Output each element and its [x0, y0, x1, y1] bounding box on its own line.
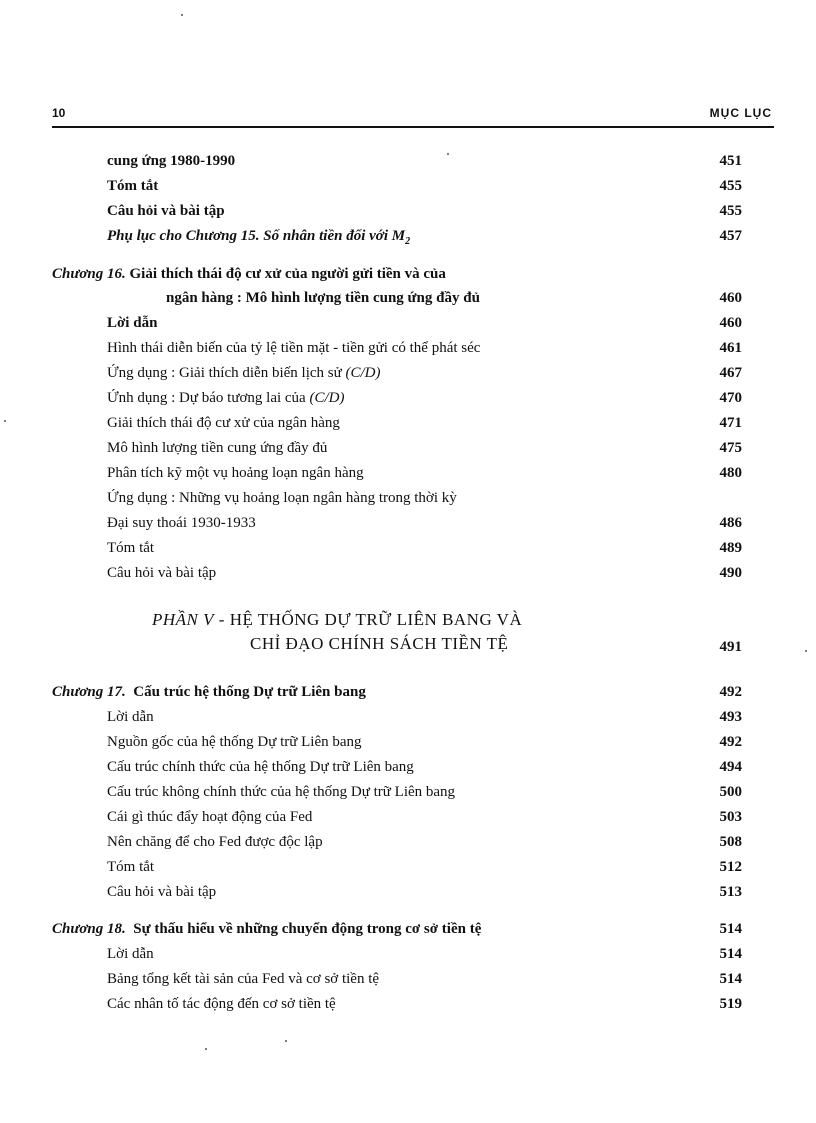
toc-entry-text: Lời dẫn	[107, 946, 154, 962]
toc-entry-text: Câu hỏi và bài tập	[107, 884, 217, 900]
toc-entry-page: 475	[719, 440, 742, 456]
toc-entry	[107, 362, 380, 384]
toc-entry-text: Câu hỏi và bài tập	[107, 565, 217, 581]
header-rule	[52, 126, 774, 128]
toc-entry-text: cung ứng 1980-1990	[107, 153, 236, 169]
toc-entry-page: 503	[719, 809, 742, 825]
toc-entry-text: Nên chăng để cho Fed được độc lập	[107, 834, 323, 850]
chapter-heading	[52, 263, 446, 285]
toc-entry-page: 460	[719, 315, 742, 331]
toc-entry-page: 470	[719, 390, 742, 406]
appendix-title: Phụ lục cho Chương 15. Số nhân tiền đối với M	[107, 228, 406, 244]
toc-entry-page: 455	[719, 178, 742, 194]
toc-entry-appendix	[107, 225, 410, 247]
toc-entry-page: 514	[719, 971, 742, 987]
toc-entry-page: 455	[719, 203, 742, 219]
toc-entry-text: Mô hình lượng tiền cung ứng đầy đủ	[107, 440, 328, 456]
toc-entry-page: 457	[719, 228, 742, 244]
toc-entry-page: 512	[719, 859, 742, 875]
toc-entry-text: Câu hỏi và bài tập	[107, 203, 225, 219]
toc-entry-italic: (C/D)	[345, 365, 381, 381]
toc-entry-page: 508	[719, 834, 742, 850]
toc-entry-page: 451	[719, 153, 742, 169]
toc-entry-page: 519	[719, 996, 742, 1012]
scan-speck	[4, 420, 6, 422]
chapter-label: Chương 18.	[52, 921, 126, 937]
part-page: 491	[719, 639, 742, 655]
toc-entry-text: Đại suy thoái 1930-1933	[107, 515, 256, 531]
scan-speck	[447, 153, 449, 155]
chapter-title-continued: ngân hàng : Mô hình lượng tiền cung ứng đầy đủ	[166, 290, 480, 306]
toc-entry-text: Phân tích kỹ một vụ hoảng loạn ngân hàng	[107, 465, 364, 481]
toc-entry-text: Lời dẫn	[107, 315, 158, 331]
part-label: PHẦN V	[152, 610, 215, 629]
chapter-heading	[52, 681, 366, 703]
chapter-title: Cấu trúc hệ thống Dự trữ Liên bang	[133, 684, 366, 700]
part-heading	[152, 610, 522, 630]
toc-entry-text: Tóm tắt	[107, 178, 159, 194]
toc-entry-text: Ứng dụng : Những vụ hoảng loạn ngân hàng trong thời kỳ	[107, 490, 457, 506]
toc-entry-text: Giải thích thái độ cư xử của ngân hàng	[107, 415, 340, 431]
scan-speck	[805, 650, 807, 652]
chapter-page: 492	[719, 684, 742, 700]
toc-entry-text: Cấu trúc chính thức của hệ thống Dự trữ Liên bang	[107, 759, 414, 775]
scan-speck	[181, 14, 183, 16]
part-title-continued: CHỈ ĐẠO CHÍNH SÁCH TIỀN TỆ	[250, 634, 509, 653]
chapter-label: Chương 17.	[52, 684, 126, 700]
toc-entry-page: 500	[719, 784, 742, 800]
toc-entry-page: 494	[719, 759, 742, 775]
toc-entry	[107, 387, 344, 409]
chapter-heading	[52, 918, 481, 940]
toc-entry-text: Bảng tổng kết tài sản của Fed và cơ sở tiền tệ	[107, 971, 380, 987]
toc-entry-page: 489	[719, 540, 742, 556]
scan-speck	[205, 1048, 207, 1050]
page-number: 10	[52, 106, 66, 120]
appendix-subscript: 2	[405, 236, 411, 247]
chapter-label: Chương 16.	[52, 266, 126, 282]
toc-entry-page: 490	[719, 565, 742, 581]
toc-entry-text: Nguồn gốc của hệ thống Dự trữ Liên bang	[107, 734, 362, 750]
scan-speck	[285, 1040, 287, 1042]
toc-entry-text: Ứnh dụng : Dự báo tương lai của	[107, 390, 310, 406]
toc-entry-text: Cấu trúc không chính thức của hệ thống Dự trữ Liên bang	[107, 784, 456, 800]
page-header	[52, 106, 772, 124]
chapter-title: Giải thích thái độ cư xử của người gửi tiền và của	[129, 266, 446, 282]
running-title: MỤC LỤC	[709, 106, 772, 120]
chapter-page: 460	[719, 290, 742, 306]
toc-entry-text: Tóm tắt	[107, 859, 155, 875]
toc-entry-page: 514	[719, 946, 742, 962]
toc-entry-page: 480	[719, 465, 742, 481]
chapter-page: 514	[719, 921, 742, 937]
toc-entry-text: Ứng dụng : Giải thích diễn biến lịch sử	[107, 365, 346, 381]
toc-entry-page: 493	[719, 709, 742, 725]
toc-entry-text: Tóm tắt	[107, 540, 155, 556]
toc-entry-text: Hình thái diễn biến của tỷ lệ tiền mặt - tiền gửi có thể phát séc	[107, 340, 481, 356]
toc-entry-text: Lời dẫn	[107, 709, 154, 725]
toc-entry-text: Cái gì thúc đẩy hoạt động của Fed	[107, 809, 313, 825]
toc-entry-page: 513	[719, 884, 742, 900]
toc-entry-italic: (C/D)	[309, 390, 345, 406]
toc-entry-page: 461	[719, 340, 742, 356]
toc-entry-page: 471	[719, 415, 742, 431]
toc-entry-page: 467	[719, 365, 742, 381]
toc-entry-text: Các nhân tố tác động đến cơ sở tiền tệ	[107, 996, 336, 1012]
chapter-title: Sự thấu hiểu về những chuyển động trong cơ sở tiền tệ	[133, 921, 482, 937]
toc-entry-page: 486	[719, 515, 742, 531]
toc-entry-page: 492	[719, 734, 742, 750]
part-title: - HỆ THỐNG DỰ TRỮ LIÊN BANG VÀ	[214, 610, 523, 629]
